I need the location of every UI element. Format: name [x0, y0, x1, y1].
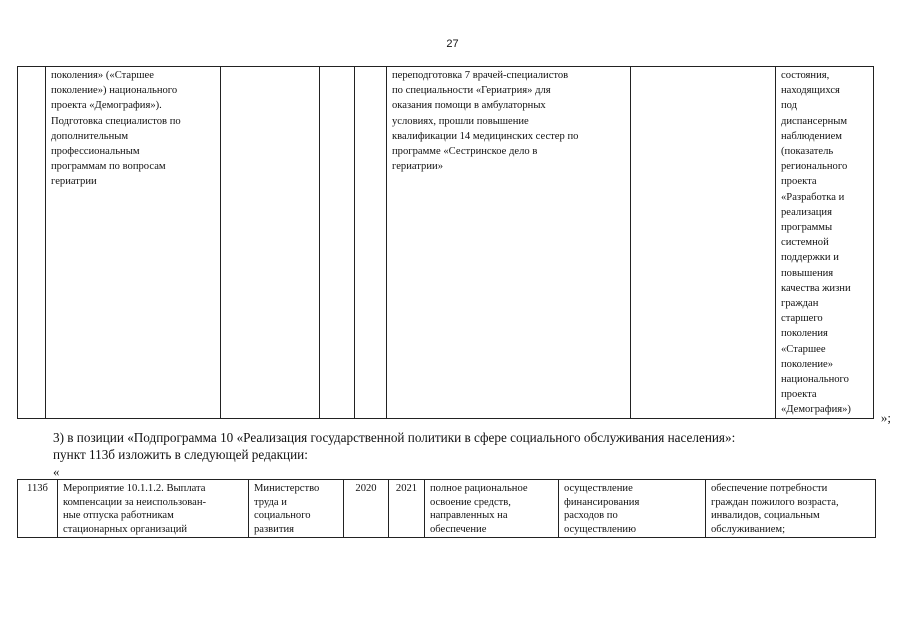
table-cell-activity: поколения» («Старшее поколение») национального проекта «Демография»). Подготовка специалистов по дополнительным профессиональным программам по вопросам гериатрии [46, 67, 221, 419]
table-cell-indicator: состояния, находящихся под диспансерным наблюдением (показатель регионального проекта «Разработка и реализация программы системной поддержки и повышения качества жизни граждан старшего поколения «Старшее поколение» национального проекта «Демография») [776, 67, 874, 419]
top-table-continuation [17, 66, 874, 419]
table-cell-number: 113б [18, 480, 58, 538]
page-number: 27 [446, 38, 459, 50]
table-row [18, 67, 874, 419]
table-cell-funding: осуществление финансирования расходов по осуществлению [559, 480, 706, 538]
table-cell-year-end: 2021 [389, 480, 425, 538]
closing-quote: »; [880, 410, 891, 425]
table-cell-result: полное рациональное освоение средств, направленных на обеспечение [425, 480, 559, 538]
table-cell [355, 67, 387, 419]
opening-quote: « [53, 464, 60, 479]
table-cell-result: переподготовка 7 врачей-специалистов по специальности «Гериатрия» для оказания помощи в амбулаторных условиях, прошли повышение квалификации 14 медицинских сестер по программе «Сестринское дело в гериатрии» [387, 67, 631, 419]
table-cell [221, 67, 320, 419]
paragraph-line-2: пункт 113б изложить в следующей редакции: [53, 447, 308, 462]
table-row [18, 480, 876, 538]
paragraph-line-1: 3) в позиции «Подпрограмма 10 «Реализация государственной политики в сфере социального обслуживания населения»: [53, 430, 736, 445]
table-cell-activity: Мероприятие 10.1.1.2. Выплата компенсации за неиспользован- ные отпуска работникам стационарных организаций [58, 480, 249, 538]
table-cell-indicator: обеспечение потребности граждан пожилого возраста, инвалидов, социальным обслуживанием; [706, 480, 876, 538]
bottom-table [17, 479, 876, 538]
table-cell-year-start: 2020 [344, 480, 389, 538]
table-cell [631, 67, 776, 419]
table-cell [18, 67, 46, 419]
table-cell-ministry: Министерство труда и социального развития [249, 480, 344, 538]
table-cell [320, 67, 355, 419]
